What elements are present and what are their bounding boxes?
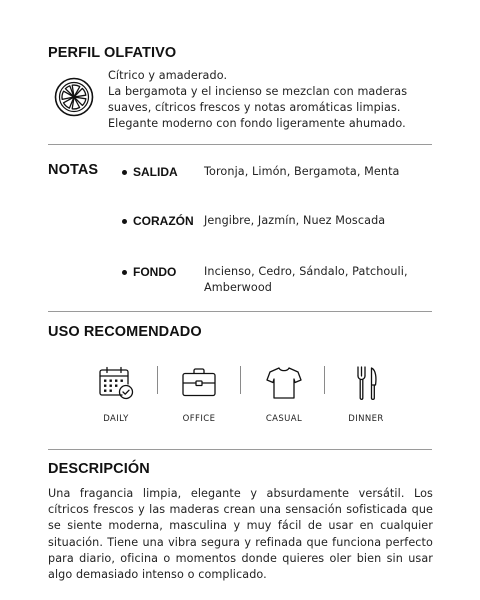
note-item-corazon <box>122 213 442 253</box>
tshirt-icon <box>265 364 303 402</box>
note-label: FONDO <box>133 265 177 279</box>
bullet-icon <box>122 270 127 275</box>
bullet-icon <box>122 170 127 175</box>
perfil-line: Elegante moderno con fondo ligeramente ahumado. <box>108 117 406 130</box>
vertical-divider <box>240 366 241 394</box>
uso-item-office <box>157 364 241 424</box>
uso-label: DAILY <box>103 414 129 424</box>
bullet-icon <box>122 219 127 224</box>
uso-label: DINNER <box>348 414 384 424</box>
uso-label: CASUAL <box>265 414 303 424</box>
section-title-descripcion: DESCRIPCIÓN <box>48 461 150 477</box>
note-value: Jengibre, Jazmín, Nuez Moscada <box>204 214 386 227</box>
divider <box>48 144 432 145</box>
section-title-notas: NOTAS <box>48 162 99 178</box>
briefcase-icon <box>180 364 218 402</box>
descripcion-text: Una fragancia limpia, elegante y absurdamente versátil. Los cítricos frescos y las maderas crean una sensación sofisticada que se siente moderna, masculina y muy fácil de usar en cualquier situación. Tiene una vibra segura y refinada que funciona perfecto para diario, oficina o momentos donde quieres oler bien sin usar algo demasiado intenso o complicado. <box>48 487 433 582</box>
note-item-fondo <box>122 264 442 304</box>
note-label: CORAZÓN <box>133 214 194 228</box>
uso-item-dinner <box>324 364 408 424</box>
citrus-slice-icon <box>54 77 94 117</box>
divider <box>48 449 432 450</box>
fork-knife-icon <box>347 364 385 402</box>
perfil-line: Cítrico y amaderado. <box>108 69 228 82</box>
perfil-line: suaves, cítricos frescos y notas aromáticas limpias. <box>108 101 401 114</box>
section-title-uso: USO RECOMENDADO <box>48 324 202 340</box>
section-title-perfil: PERFIL OLFATIVO <box>48 45 177 61</box>
perfil-line: La bergamota y el incienso se mezclan con maderas <box>108 85 408 98</box>
divider <box>48 311 432 312</box>
uso-item-daily <box>74 364 158 424</box>
note-label: SALIDA <box>133 165 178 179</box>
note-item-salida <box>122 164 442 204</box>
note-value: Toronja, Limón, Bergamota, Menta <box>204 165 400 178</box>
note-value: Incienso, Cedro, Sándalo, Patchouli, Amberwood <box>204 265 408 294</box>
uso-item-casual <box>242 364 326 424</box>
calendar-check-icon <box>97 364 135 402</box>
perfil-description <box>108 68 438 132</box>
uso-label: OFFICE <box>182 414 216 424</box>
